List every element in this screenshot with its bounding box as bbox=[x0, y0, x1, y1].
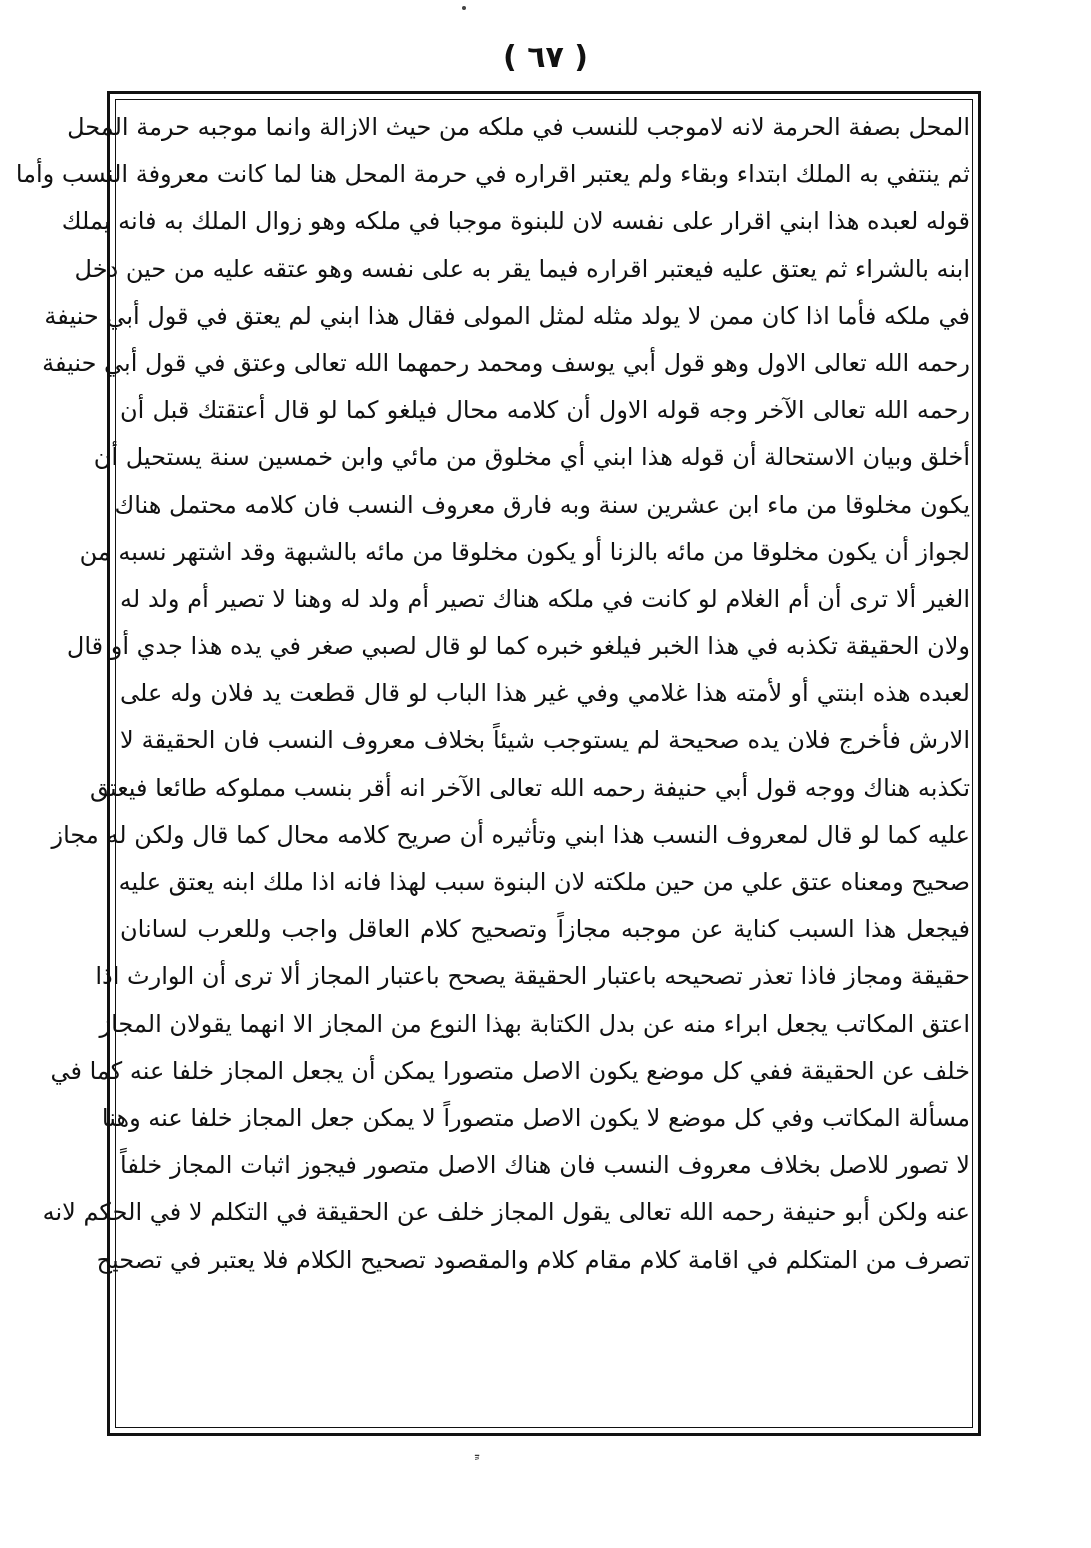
bottom-mark: ـٍ bbox=[475, 1444, 480, 1460]
text-line: قوله لعبده هذا ابني اقرار على نفسه لان للبنوة موجبا في ملكه وهو زوال الملك به فانه يملك bbox=[61, 207, 970, 236]
text-line: لا تصور للاصل بخلاف معروف النسب فان هناك الاصل متصور فيجوز اثبات المجاز خلفاً bbox=[120, 1151, 970, 1180]
text-line: رحمه الله تعالى الاول وهو قول أبي يوسف ومحمد رحمهما الله تعالى وعتق في قول أبي حنيفة bbox=[42, 348, 970, 377]
text-line: تكذبه هناك ووجه قول أبي حنيفة رحمه الله تعالى الآخر انه أقر بنسب مملوكه طائعا فيعتق bbox=[89, 773, 970, 802]
text-line: ابنه بالشراء ثم يعتق عليه فيعتبر اقراره فيما يقر به على نفسه وهو عتقه عليه من حين دخل bbox=[74, 254, 970, 283]
text-line: عنه ولكن أبو حنيفة رحمه الله تعالى يقول المجاز خلف عن الحقيقة في التكلم لا في الحكم لانه bbox=[42, 1198, 970, 1227]
text-line: فيجعل هذا السبب كناية عن موجبه مجازاً وتصحيح كلام العاقل واجب وللعرب لسانان bbox=[120, 915, 970, 944]
text-line: خلف عن الحقيقة ففي كل موضع يكون الاصل متصورا يمكن أن يجعل المجاز خلفا عنه كما في bbox=[50, 1056, 970, 1085]
text-line: لعبده هذه ابنتي أو لأمته هذا غلامي وفي غير هذا الباب لو قال قطعت يد فلان وله على bbox=[120, 679, 970, 708]
page-number: ( ٦٧ ) bbox=[503, 40, 588, 75]
text-line: حقيقة ومجاز فاذا تعذر تصحيحه باعتبار الحقيقة يصحح باعتبار المجاز ألا ترى أن الوارث اذا bbox=[95, 962, 970, 991]
text-line: الغير ألا ترى أن أم الغلام لو كانت في ملكه هناك تصير أم ولد له وهنا لا تصير أم ولد له bbox=[120, 584, 970, 613]
text-line: عليه كما لو قال لمعروف النسب هذا ابني وتأثيره أن صريح كلامه محال كما قال ولكن له مجاز bbox=[51, 820, 970, 849]
text-line: تصرف من المتكلم في اقامة كلام مقام كلام والمقصود تصحيح الكلام فلا يعتبر في تصحيح bbox=[96, 1245, 970, 1274]
text-line: ثم ينتفي به الملك ابتداء وبقاء ولم يعتبر اقراره في حرمة المحل هنا لما كانت معروفة النسب وأما bbox=[15, 160, 970, 189]
top-dot-mark bbox=[462, 6, 466, 10]
text-line: الارش فأخرج فلان يده صحيحة لم يستوجب شيئاً بخلاف معروف النسب فان الحقيقة لا bbox=[120, 726, 970, 755]
text-line: في ملكه فأما اذا كان ممن لا يولد مثله لمثل المولى فقال هذا ابني لم يعتق في قول أبي حنيفة bbox=[44, 301, 970, 330]
text-line: مسألة المكاتب وفي كل موضع لا يكون الاصل متصوراً لا يمكن جعل المجاز خلفا عنه وهنا bbox=[101, 1103, 970, 1132]
main-text-block bbox=[15, 104, 970, 1424]
text-line: اعتق المكاتب يجعل ابراء منه عن بدل الكتابة بهذا النوع من المجاز الا انهما يقولان المجاز bbox=[99, 1009, 970, 1038]
text-line: ولان الحقيقة تكذبه في هذا الخبر فيلغو خبره كما لو قال لصبي صغر في يده هذا جدي أو قال bbox=[66, 632, 970, 661]
text-line: يكون مخلوقا من ماء ابن عشرين سنة وبه فارق معروف النسب فان كلامه محتمل هناك bbox=[114, 490, 970, 519]
text-line: رحمه الله تعالى الآخر وجه قوله الاول أن كلامه محال فيلغو كما لو قال أعتقتك قبل أن bbox=[120, 396, 970, 425]
text-line: أخلق وبيان الاستحالة أن قوله هذا ابني أي مخلوق من مائي وابن خمسين سنة يستحيل أن bbox=[93, 443, 970, 472]
text-line: لجواز أن يكون مخلوقا من مائه بالزنا أو يكون مخلوقا من مائه بالشبهة وقد اشتهر نسبه من bbox=[79, 537, 970, 566]
text-line: المحل بصفة الحرمة لانه لاموجب للنسب في ملكه من حيث الازالة وانما موجبه حرمة المحل bbox=[67, 113, 970, 141]
text-line: صحيح ومعناه عتق علي من حين ملكته لان البنوة سبب لهذا فانه اذا ملك ابنه يعتق عليه bbox=[118, 868, 970, 896]
